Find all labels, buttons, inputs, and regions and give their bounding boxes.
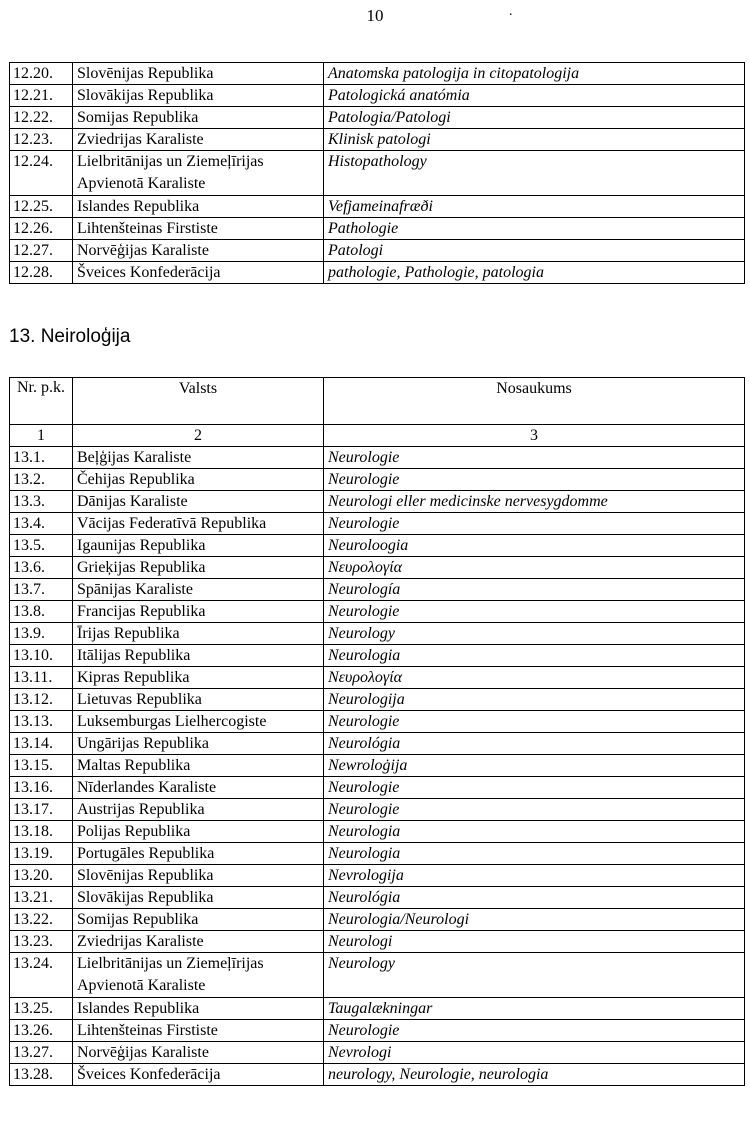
header-country: Valsts [73, 378, 324, 425]
row-number: 13.8. [10, 601, 73, 623]
page-mark: . [509, 4, 513, 19]
row-number: 12.21. [10, 85, 73, 107]
row-country: Slovākijas Republika [73, 85, 324, 107]
row-title: Neurologia [324, 843, 745, 865]
row-country: Itālijas Republika [73, 645, 324, 667]
table-row [10, 240, 745, 262]
row-number: 12.25. [10, 196, 73, 218]
row-country: Šveices Konfederācija [73, 1064, 324, 1086]
row-title: Neurologi [324, 931, 745, 953]
table-row [10, 645, 745, 667]
table-row [10, 953, 745, 998]
row-title: Patologia/Patologi [324, 107, 745, 129]
row-title: Neurología [324, 579, 745, 601]
table-header-row [10, 378, 745, 425]
row-country: Lielbritānijas un Ziemeļīrijas Apvienotā Karaliste [73, 151, 324, 196]
row-title: Neurológia [324, 733, 745, 755]
row-country: Beļģijas Karaliste [73, 447, 324, 469]
column-number-1: 1 [10, 425, 73, 447]
row-title: Nevrologi [324, 1042, 745, 1064]
row-number: 13.14. [10, 733, 73, 755]
row-country: Slovākijas Republika [73, 887, 324, 909]
row-number: 13.13. [10, 711, 73, 733]
row-number: 13.22. [10, 909, 73, 931]
row-country: Lihtenšteinas Firstiste [73, 218, 324, 240]
row-title: Νευρολογία [324, 557, 745, 579]
table-13-neurology [9, 377, 745, 1086]
row-number: 13.26. [10, 1020, 73, 1042]
row-number: 13.24. [10, 953, 73, 998]
row-number: 13.16. [10, 777, 73, 799]
row-title: Histopathology [324, 151, 745, 196]
row-country: Somijas Republika [73, 107, 324, 129]
row-title: Neurologie [324, 513, 745, 535]
row-title: Neurológia [324, 887, 745, 909]
row-title: Patologi [324, 240, 745, 262]
table-row [10, 129, 745, 151]
row-country: Austrijas Republika [73, 799, 324, 821]
row-country: Kipras Republika [73, 667, 324, 689]
row-title: Neurologie [324, 601, 745, 623]
row-country: Zviedrijas Karaliste [73, 931, 324, 953]
row-country: Portugāles Republika [73, 843, 324, 865]
table-row [10, 1020, 745, 1042]
table-row [10, 998, 745, 1020]
row-number: 12.28. [10, 262, 73, 284]
row-country: Šveices Konfederācija [73, 262, 324, 284]
table-row [10, 909, 745, 931]
row-number: 12.22. [10, 107, 73, 129]
row-country: Somijas Republika [73, 909, 324, 931]
row-number: 12.27. [10, 240, 73, 262]
row-title: Patologická anatómia [324, 85, 745, 107]
table-row [10, 755, 745, 777]
table-row [10, 218, 745, 240]
table-row [10, 491, 745, 513]
page-number: 10 [366, 6, 384, 25]
row-number: 13.11. [10, 667, 73, 689]
row-number: 13.27. [10, 1042, 73, 1064]
row-title: Neurologie [324, 469, 745, 491]
row-number: 13.5. [10, 535, 73, 557]
row-title: Nevrologija [324, 865, 745, 887]
row-country: Luksemburgas Lielhercogiste [73, 711, 324, 733]
table-row [10, 107, 745, 129]
table-row [10, 777, 745, 799]
section-heading-13: 13. Neiroloģija [9, 326, 131, 347]
row-country: Islandes Republika [73, 998, 324, 1020]
row-title: Neurology [324, 953, 745, 998]
row-number: 13.1. [10, 447, 73, 469]
row-title: Neurologie [324, 799, 745, 821]
table-row [10, 535, 745, 557]
row-number: 13.17. [10, 799, 73, 821]
row-title: neurology, Neurologie, neurologia [324, 1064, 745, 1086]
row-title: Neurologie [324, 447, 745, 469]
row-number: 13.23. [10, 931, 73, 953]
row-title: Pathologie [324, 218, 745, 240]
row-country: Spānijas Karaliste [73, 579, 324, 601]
row-country: Čehijas Republika [73, 469, 324, 491]
table-row [10, 447, 745, 469]
row-number: 12.20. [10, 63, 73, 85]
row-title: Klinisk patologi [324, 129, 745, 151]
row-country: Lietuvas Republika [73, 689, 324, 711]
table-12-body [10, 63, 745, 284]
row-country: Norvēģijas Karaliste [73, 1042, 324, 1064]
row-country: Slovēnijas Republika [73, 865, 324, 887]
row-number: 13.6. [10, 557, 73, 579]
table-row [10, 1064, 745, 1086]
row-number: 13.4. [10, 513, 73, 535]
row-number: 13.21. [10, 887, 73, 909]
row-country: Norvēģijas Karaliste [73, 240, 324, 262]
row-number: 12.24. [10, 151, 73, 196]
row-title: Newroloġija [324, 755, 745, 777]
table-12-pathology [9, 62, 745, 284]
table-row [10, 579, 745, 601]
table-row [10, 667, 745, 689]
row-title: pathologie, Pathologie, patologia [324, 262, 745, 284]
table-row [10, 1042, 745, 1064]
row-number: 13.28. [10, 1064, 73, 1086]
column-number-2: 2 [73, 425, 324, 447]
row-number: 13.3. [10, 491, 73, 513]
table-row [10, 196, 745, 218]
table-13-header [10, 378, 745, 447]
row-number: 13.9. [10, 623, 73, 645]
row-number: 13.19. [10, 843, 73, 865]
row-country: Zviedrijas Karaliste [73, 129, 324, 151]
row-title: Neurologie [324, 711, 745, 733]
row-number: 12.26. [10, 218, 73, 240]
row-title: Neuroloogia [324, 535, 745, 557]
table-row [10, 887, 745, 909]
table-row [10, 865, 745, 887]
row-title: Neurologia [324, 645, 745, 667]
row-number: 13.25. [10, 998, 73, 1020]
table-row [10, 601, 745, 623]
table-row [10, 843, 745, 865]
table-row [10, 733, 745, 755]
row-country: Francijas Republika [73, 601, 324, 623]
row-title: Neurologie [324, 777, 745, 799]
row-number: 13.2. [10, 469, 73, 491]
table-row [10, 63, 745, 85]
table-row [10, 151, 745, 196]
row-number: 13.18. [10, 821, 73, 843]
row-country: Lielbritānijas un Ziemeļīrijas Apvienotā Karaliste [73, 953, 324, 998]
row-title: Neurologia [324, 821, 745, 843]
column-number-3: 3 [324, 425, 745, 447]
row-number: 12.23. [10, 129, 73, 151]
row-country: Igaunijas Republika [73, 535, 324, 557]
row-country: Islandes Republika [73, 196, 324, 218]
row-title: Taugalækningar [324, 998, 745, 1020]
row-number: 13.10. [10, 645, 73, 667]
row-country: Īrijas Republika [73, 623, 324, 645]
row-number: 13.15. [10, 755, 73, 777]
table-row [10, 799, 745, 821]
row-country: Slovēnijas Republika [73, 63, 324, 85]
row-country: Polijas Republika [73, 821, 324, 843]
table-row [10, 931, 745, 953]
row-title: Neurologija [324, 689, 745, 711]
table-row [10, 623, 745, 645]
header-title: Nosaukums [324, 378, 745, 425]
table-row [10, 262, 745, 284]
table-row [10, 85, 745, 107]
row-country: Ungārijas Republika [73, 733, 324, 755]
table-row [10, 821, 745, 843]
table-row [10, 711, 745, 733]
row-country: Grieķijas Republika [73, 557, 324, 579]
row-title: Neurologie [324, 1020, 745, 1042]
row-number: 13.12. [10, 689, 73, 711]
table-row [10, 513, 745, 535]
row-country: Lihtenšteinas Firstiste [73, 1020, 324, 1042]
row-country: Nīderlandes Karaliste [73, 777, 324, 799]
column-number-row [10, 425, 745, 447]
row-title: Neurologia/Neurologi [324, 909, 745, 931]
row-country: Maltas Republika [73, 755, 324, 777]
table-row [10, 689, 745, 711]
row-country: Vācijas Federatīvā Republika [73, 513, 324, 535]
row-number: 13.20. [10, 865, 73, 887]
table-row [10, 469, 745, 491]
table-row [10, 557, 745, 579]
row-title: Νευρολογία [324, 667, 745, 689]
row-number: 13.7. [10, 579, 73, 601]
row-title: Neurology [324, 623, 745, 645]
row-country: Dānijas Karaliste [73, 491, 324, 513]
row-title: Anatomska patologija in citopatologija [324, 63, 745, 85]
table-13-body [10, 447, 745, 1086]
row-title: Vefjameinafræði [324, 196, 745, 218]
header-num: Nr. p.k. [10, 378, 73, 425]
row-title: Neurologi eller medicinske nervesygdomme [324, 491, 745, 513]
